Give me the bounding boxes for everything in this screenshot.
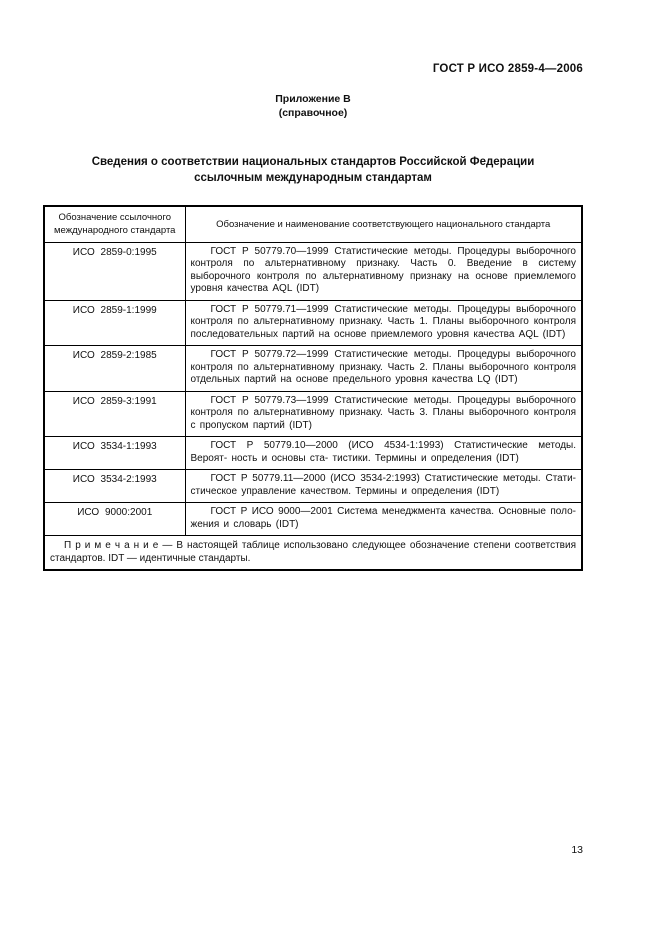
international-standard-cell: ИСО 3534-2:1993	[44, 470, 185, 503]
international-standard-cell: ИСО 2859-2:1985	[44, 346, 185, 392]
table-row	[44, 470, 582, 503]
national-standard-cell: ГОСТ Р 50779.71—1999 Статистические методы. Процедуры выборочного контроля по альтернативному признаку. Часть 1. Планы выборочного контроля последовательных партий на основе приемлемого уровня качества AQL (IDT)	[185, 300, 582, 346]
national-standard-cell: ГОСТ Р 50779.73—1999 Статистические методы. Процедуры выборочного контроля по альтернативному признаку. Часть 3. Планы выборочного контроля с пропуском партий (IDT)	[185, 391, 582, 437]
annex-type: (справочное)	[278, 107, 348, 119]
running-header-doc-code: ГОСТ Р ИСО 2859-4—2006	[432, 63, 583, 75]
page-number: 13	[571, 844, 583, 856]
table-row	[44, 503, 582, 536]
national-standard-cell: ГОСТ Р ИСО 9000—2001 Система менеджмента качества. Основные поло- жения и словарь (IDT)	[185, 503, 582, 536]
international-standard-cell: ИСО 2859-0:1995	[44, 242, 185, 300]
table-row	[44, 437, 582, 470]
col-header-national-standard: Обозначение и наименование соответствующего национального стандарта	[185, 206, 582, 242]
table-note-row	[44, 536, 582, 571]
page-title-line2: ссылочным международным стандартам	[194, 171, 432, 184]
table-header-row	[44, 206, 582, 242]
col-header-international-standard: Обозначение ссылочного международного стандарта	[44, 206, 185, 242]
page-title-line1: Сведения о соответствии национальных стандартов Российской Федерации	[91, 156, 535, 168]
international-standard-cell: ИСО 3534-1:1993	[44, 437, 185, 470]
international-standard-cell: ИСО 2859-1:1999	[44, 300, 185, 346]
annex-heading	[43, 92, 583, 120]
national-standard-cell: ГОСТ Р 50779.10—2000 (ИСО 4534-1:1993) Статистические методы. Вероят- ность и основы ста- тистики. Термины и определения (IDT)	[185, 437, 582, 470]
page-title	[43, 155, 583, 186]
national-standard-cell: ГОСТ Р 50779.70—1999 Статистические методы. Процедуры выборочного контроля по альтернативному признаку. Часть 0. Введение в систему выборочного контроля по альтернативному признаку на основе приемлемого уровня качества AQL (IDT)	[185, 242, 582, 300]
table-row	[44, 346, 582, 392]
table-row	[44, 391, 582, 437]
international-standard-cell: ИСО 2859-3:1991	[44, 391, 185, 437]
standards-correspondence-table	[43, 205, 583, 571]
national-standard-cell: ГОСТ Р 50779.11—2000 (ИСО 3534-2:1993) Статистические методы. Стати- стическое управление качеством. Термины и определения (IDT)	[185, 470, 582, 503]
national-standard-cell: ГОСТ Р 50779.72—1999 Статистические методы. Процедуры выборочного контроля по альтернативному признаку. Часть 2. Планы выборочного контроля отдельных партий на основе предельного уровня качества LQ (IDT)	[185, 346, 582, 392]
table-row	[44, 242, 582, 300]
table-note-cell: П р и м е ч а н и е — В настоящей таблице использовано следующее обозначение степени соответствия стандартов. IDT — идентичные стандарты.	[44, 536, 582, 571]
table-row	[44, 300, 582, 346]
international-standard-cell: ИСО 9000:2001	[44, 503, 185, 536]
annex-label: Приложение В	[275, 93, 351, 105]
